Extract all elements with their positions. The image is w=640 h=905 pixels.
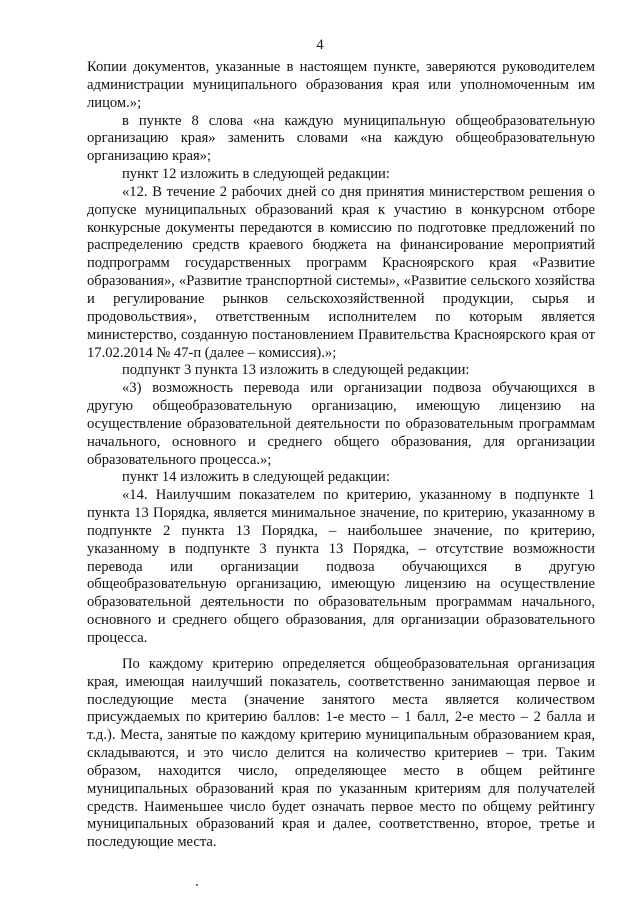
paragraph-subitem-3-intro: подпункт 3 пункта 13 изложить в следующей редакции: bbox=[122, 362, 470, 379]
paragraph-ranking-method: По каждому критерию определяется общеобразовательная организация края, имеющая наилучший показатель, соответственно занимающая первое и последующие места (значение занятого места является количеством присуждаемых по критерию баллов: 1-е место – 1 балл, 2-е место – 2 балла и т.д.). Места, занятые по каждому критерию муниципальным образованием края, складываются, и это число делится на количество критериев – три. Таким образом, находится число, определяющее место в общем рейтинге муниципальных образований края по указанным критериям для получателей средств. Наименьшее число будет означать первое место по общему рейтингу муниципальных образований края и далее, соответственно, второе, третье и последующие места. bbox=[87, 655, 595, 851]
paragraph-item-12-text: «12. В течение 2 рабочих дней со дня принятия министерством решения о допуске муниципальных образований края к участию в конкурсном отборе конкурсные документы передаются в комиссию по подготовке предложений по распределению средств краевого бюджета на финансирование мероприятий подпрограмм государственных программ Красноярского края «Развитие образования», «Развитие транспортной системы», «Развитие сельского хозяйства и регулирование рынков сельскохозяйственной продукции, сырья и продовольствия», ответственным исполнителем по которым является министерство, созданную постановлением Правительства Красноярского края от 17.02.2014 № 47-п (далее – комиссия).»; bbox=[87, 183, 595, 361]
paragraph-subitem-3-text: «3) возможность перевода или организации подвоза обучающихся в другую общеобразовательную организацию, имеющую лицензию на осуществление образовательной деятельности по образовательным программам начального, основного и среднего общего образования, для организации образовательного процесса.»; bbox=[87, 380, 595, 468]
document-body bbox=[87, 59, 595, 852]
paragraph-copies-certification: Копии документов, указанные в настоящем пункте, заверяются руководителем администрации муниципального образования края или уполномоченным им лицом.»; bbox=[87, 59, 595, 111]
paragraph-item-14-intro: пункт 14 изложить в следующей редакции: bbox=[122, 469, 390, 486]
page-number: 4 bbox=[316, 37, 324, 53]
paragraph-item-8-amendment: в пункте 8 слова «на каждую муниципальную общеобразовательную организацию края» заменить словами «на каждую общеобразовательную организацию края»; bbox=[87, 112, 595, 165]
paragraph-item-12-intro: пункт 12 изложить в следующей редакции: bbox=[122, 166, 390, 183]
scan-speck bbox=[196, 884, 198, 886]
paragraph-item-14-text: «14. Наилучшим показателем по критерию, указанному в подпункте 1 пункта 13 Порядка, является минимальное значение, по критерию, указанному в подпункте 2 пункта 13 Порядка, – наибольшее значение, по критерию, указанному в подпункте 3 пункта 13 Порядка, – отсутствие возможности перевода или организации подвоза обучающихся в другую общеобразовательную организацию, имеющую лицензию на осуществление образовательной деятельности по образовательным программам начального, основного и среднего общего образования, для организации образовательного процесса. bbox=[87, 487, 595, 646]
